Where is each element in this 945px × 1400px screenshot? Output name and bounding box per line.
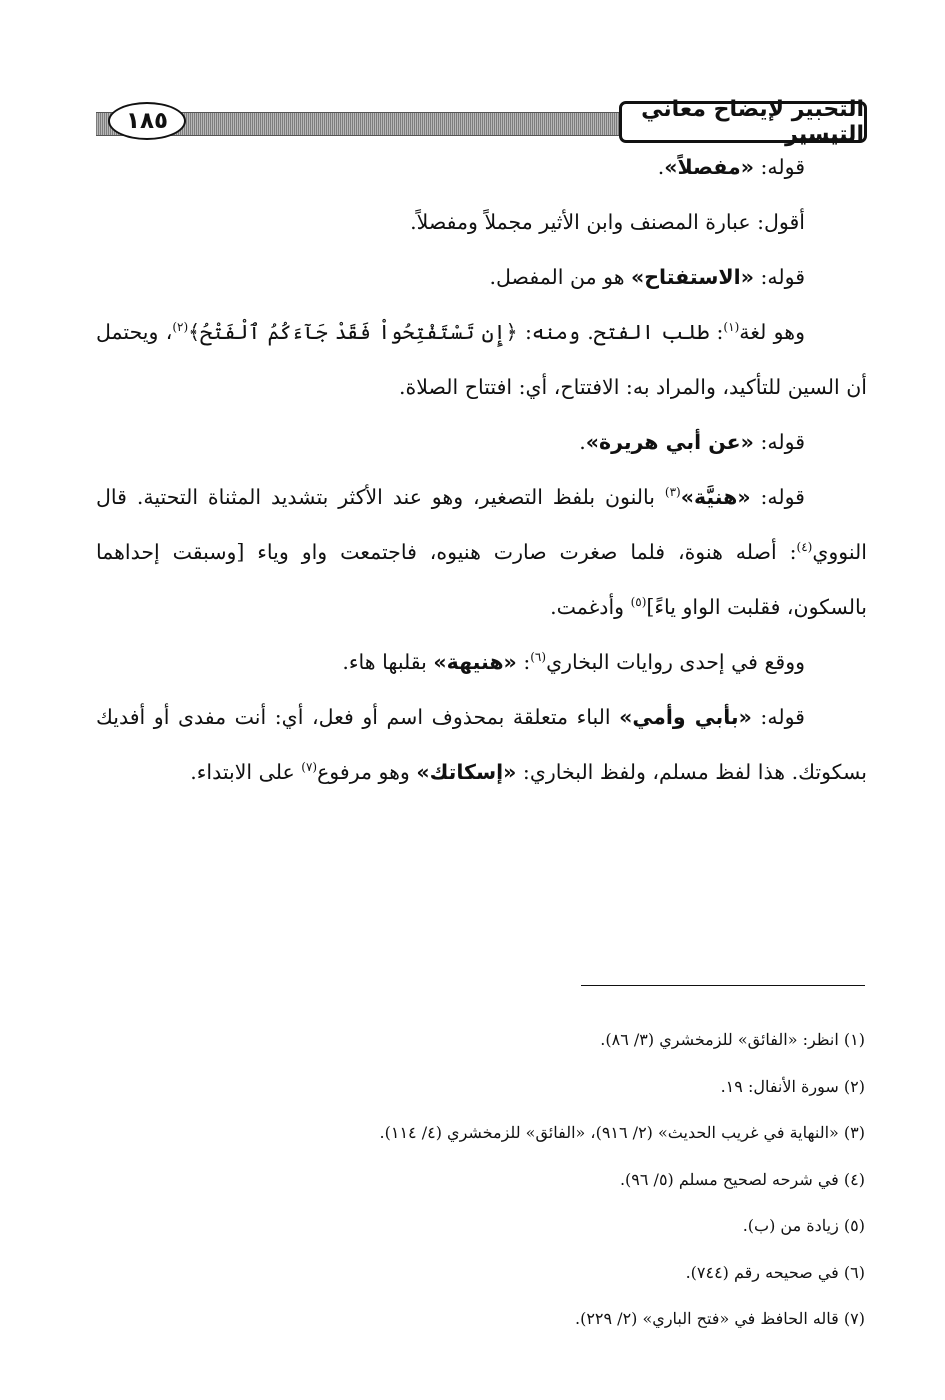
footnotes [165,1017,865,1343]
quoted-term: «بأبي وأمي» [619,705,752,729]
text-run: . [579,430,586,454]
footnote-7: (٧) قاله الحافظ في «فتح الباري» (٢/ ٢٢٩). [574,1309,865,1328]
quoted-term: «الاستفتاح» [631,265,754,289]
quoted-term: «هنيهة» [433,650,517,674]
text-run: على الابتداء. [190,760,302,784]
footnote-ref: (٦) [530,650,547,665]
footnote-separator [581,985,865,986]
text-run: قوله: [753,155,805,179]
footnote-4: (٤) في شرحه لصحيح مسلم (٥/ ٩٦). [619,1169,865,1189]
paragraph-5 [96,415,867,470]
book-title: التحبير لإيضاح معاني التيسير [619,101,867,143]
text-run: وهو مرفوع [317,760,417,784]
paragraph-6 [96,470,867,635]
text-run: بالنون بلفظ التصغير، وهو عند الأكثر بتشديد المثناة التحتية. قال النووي [96,485,867,564]
text-run: قوله: [753,430,805,454]
quoted-term: «إسكاتك» [416,760,517,784]
text-run: ووقع في إحدى روايات البخاري [546,650,805,674]
text-run: وهو لغة [739,320,805,344]
footnote-ref: (١) [723,320,740,335]
paragraph-3 [96,250,867,305]
text-run: : طلب الفتح. ومنه: ﴿إِن تَسْتَفْتِحُواْ فَقَدْ جَآءَكُمُ ٱلْفَتْحُ﴾ [188,320,724,344]
text-run: قوله: [750,485,805,509]
text-run: وأدغمت. [550,595,631,619]
footnote-ref: (٣) [664,485,681,500]
text-run: . [657,155,665,179]
footnote-ref: (٥) [630,595,647,610]
quoted-term: «عن أبي هريرة» [585,430,754,454]
paragraph-4 [96,305,867,415]
footnote-2: (٢) سورة الأنفال: ١٩. [720,1076,865,1096]
text-run: الباء متعلقة بمحذوف اسم أو فعل، أي: أنت مفدى أو أفديك بسكوتك. هذا لفظ مسلم، ولفظ البخاري: [96,705,867,784]
paragraph-8 [96,690,867,800]
text-run: ، ويحتمل أن السين للتأكيد، والمراد به: الافتتاح، أي: افتتاح الصلاة. [96,320,867,399]
page-number: ١٨٥ [108,102,186,140]
text-run: : أصله هنوة، فلما صغرت صارت هنيوه، فاجتمعت واو وياء [وسبقت إحداهما بالسكون، فقلبت الواو ياءً] [96,540,867,619]
footnote-ref: (٧) [301,760,318,775]
footnote-1: (١) انظر: «الفائق» للزمخشري (٣/ ٨٦). [600,1030,865,1049]
text-run: بقلبها هاء. [342,650,434,674]
footnote-ref: (٢) [172,320,189,335]
footnote-3: (٣) «النهاية في غريب الحديث» (٢/ ٩١٦)، «الفائق» للزمخشري (٤/ ١١٤). [379,1123,865,1142]
paragraph-1 [96,140,867,195]
paragraph-2: أقول: عبارة المصنف وابن الأثير مجملاً ومفصلاً. [410,210,805,234]
main-text [96,140,867,800]
footnote-6: (٦) في صحيحه رقم (٧٤٤). [685,1262,865,1282]
quoted-term: «مفصلاً» [664,155,754,179]
paragraph-7 [96,635,867,690]
text-run: قوله: [753,265,805,289]
footnote-ref: (٤) [796,540,813,555]
quoted-term: «هنيَّة» [680,485,751,509]
text-run: : [516,650,531,674]
text-run: هو من المفصل. [489,265,632,289]
footnote-5: (٥) زيادة من (ب). [742,1216,865,1235]
text-run: قوله: [751,705,805,729]
